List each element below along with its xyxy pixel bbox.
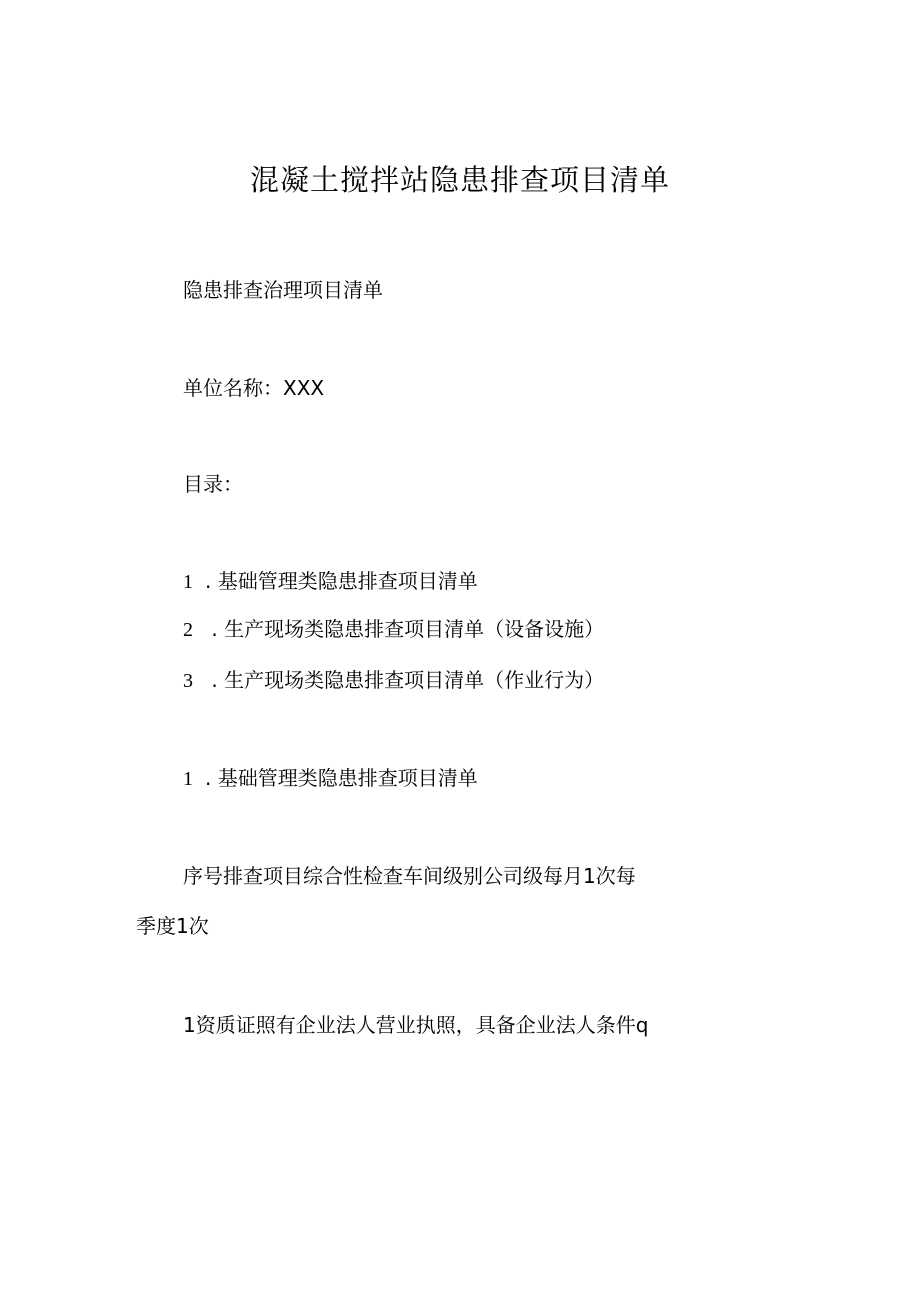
- toc-item-number: 1: [183, 571, 193, 593]
- toc-item-number: 2: [183, 619, 193, 641]
- section-text: . 基础管理类隐患排查项目清单: [205, 766, 478, 790]
- section-number: 1: [183, 768, 193, 790]
- section-heading: [183, 763, 478, 794]
- toc-heading: 目录：: [183, 472, 243, 496]
- table-header-line-2: 季度1次: [136, 914, 209, 938]
- table-header-line-1: 序号排查项目综合性检查车间级别公司级每月1次每: [183, 864, 636, 888]
- toc-item-2: [183, 614, 604, 645]
- table-row-1: 1资质证照有企业法人营业执照，具备企业法人条件q: [183, 1013, 649, 1037]
- toc-item-text: . 基础管理类隐患排查项目清单: [205, 569, 478, 593]
- toc-item-text: . 生产现场类隐患排查项目清单（设备设施）: [205, 617, 605, 641]
- toc-item-3: [183, 665, 604, 696]
- toc-item-number: 3: [183, 670, 193, 692]
- subtitle: 隐患排查治理项目清单: [183, 278, 383, 302]
- document-title: 混凝土搅拌站隐患排查项目清单: [249, 163, 670, 197]
- unit-name: 单位名称：XXX: [183, 376, 325, 400]
- toc-item-1: [183, 566, 478, 597]
- toc-item-text: . 生产现场类隐患排查项目清单（作业行为）: [205, 668, 605, 692]
